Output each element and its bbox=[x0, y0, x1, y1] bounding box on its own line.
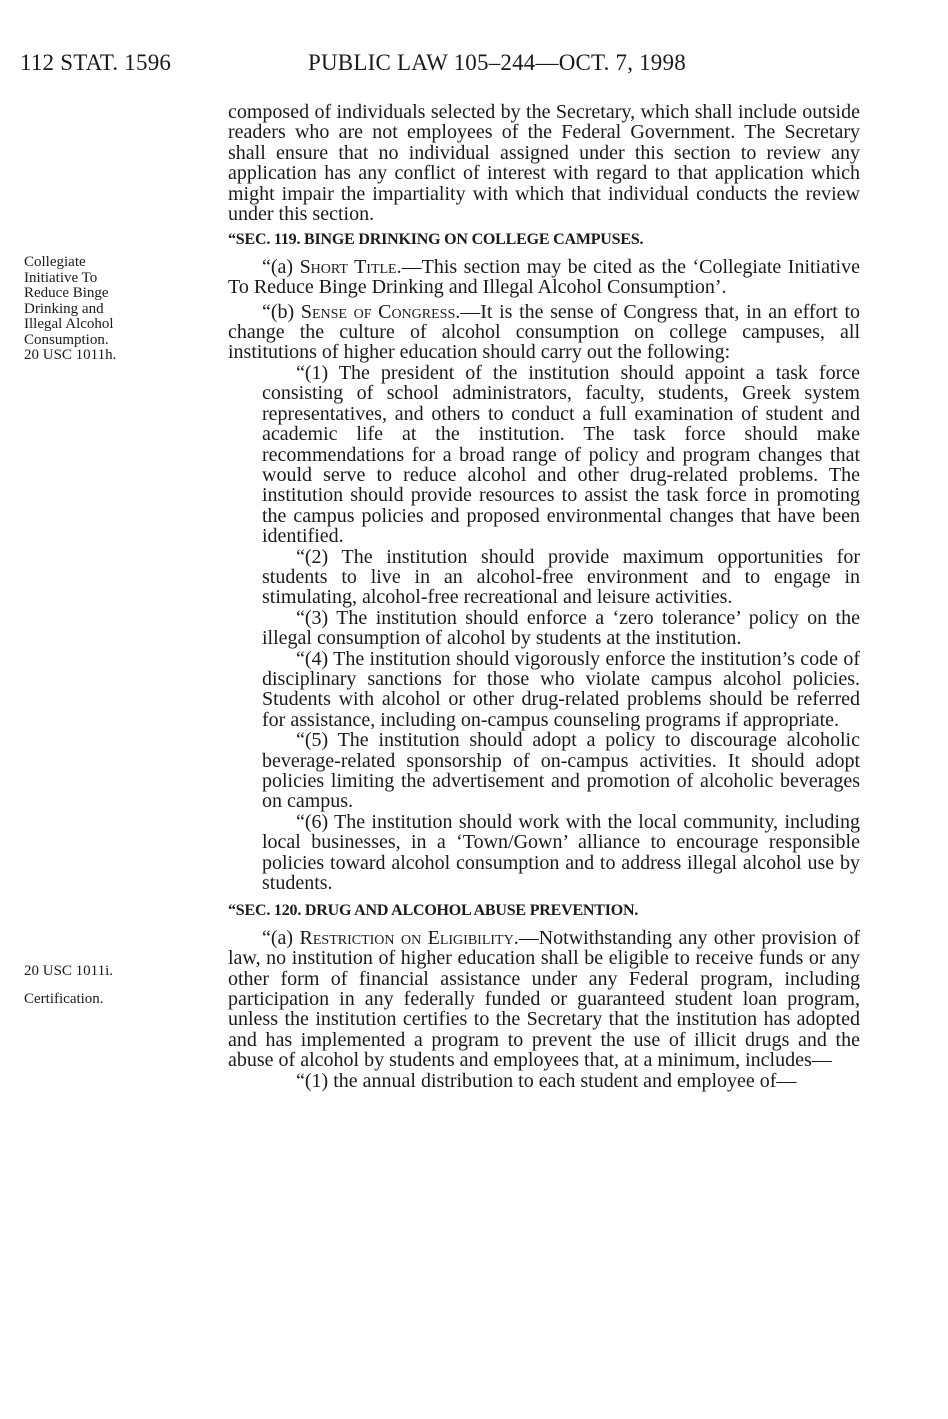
note-line: Collegiate bbox=[24, 254, 86, 270]
caption: Restriction on Eligibility bbox=[299, 926, 514, 949]
section-120-heading: “SEC. 120. DRUG AND ALCOHOL ABUSE PREVENTION. bbox=[228, 902, 639, 920]
item-4: “(4) The institution should vigorously enforce the institution’s code of disciplinary sanctions for those who violate campus alcohol policies. Students with alcohol or other drug-related problems should be referred for assistance, including on-campus counseling programs if appropriate. bbox=[262, 647, 860, 731]
para-open: “(a) bbox=[262, 926, 300, 949]
item-2: “(2) The institution should provide maximum opportunities for students to live in an alcohol-free environment and to engage in stimulating, alcohol-free recreational and leisure activities. bbox=[262, 545, 860, 609]
para-open: “(a) bbox=[262, 255, 300, 278]
caption: Sense of Congress bbox=[300, 300, 456, 323]
note-line: Consumption. bbox=[24, 331, 109, 348]
item-1: “(1) The president of the institution should appoint a task force consisting of school administrators, faculty, students, Greek system representatives, and others to conduct a full examination of student and academic life at the institution. The task force should make recommendations for a broad range of policy and program changes that would serve to reduce alcohol and other drug-related problems. The institution should provide resources to assist the task force in promoting the campus policies and proposed environmental changes that have been identified. bbox=[262, 361, 860, 548]
running-header: PUBLIC LAW 105–244—OCT. 7, 1998 bbox=[308, 50, 686, 75]
caption: Short Title bbox=[299, 255, 397, 278]
note-line: Illegal Alcohol bbox=[24, 316, 114, 332]
margin-note-certification: Certification. bbox=[24, 991, 104, 1007]
page-citation: 112 STAT. 1596 bbox=[20, 50, 172, 75]
main-text bbox=[228, 102, 860, 1091]
note-line: Initiative To bbox=[24, 269, 98, 286]
section-120-item-1: “(1) the annual distribution to each student and employee of— bbox=[296, 1069, 797, 1092]
para-text: .—Notwithstanding any other provision of law, no institution of higher education shall be eligible to receive funds or any other form of financial assistance under any Federal program, including participation in any federally funded or guaranteed student loan program, unless the institution certifies to the Secretary that the institution has adopted and has implemented a program to prevent the use of illicit drugs and the abuse of alcohol by students and employees that, at a minimum, includes— bbox=[228, 926, 860, 1072]
margin-note-sec119 bbox=[24, 255, 224, 364]
note-line: Drinking and bbox=[24, 300, 104, 317]
section-119-b bbox=[228, 302, 860, 363]
note-line: Reduce Binge bbox=[24, 285, 109, 301]
section-119-heading: “SEC. 119. BINGE DRINKING ON COLLEGE CAMPUSES. bbox=[228, 231, 644, 249]
para-open: “(b) bbox=[262, 300, 301, 323]
margin-note-sec120: 20 USC 1011i. bbox=[24, 963, 114, 979]
item-5: “(5) The institution should adopt a policy to discourage alcoholic beverage-related sponsorship of on-campus activities. It should adopt policies limiting the advertisement and promotion of alcoholic beverages on campus. bbox=[262, 729, 860, 813]
para-text: .—This section may be cited as the ‘Collegiate Initiative To Reduce Binge Drinking and Illegal Alcohol Consumption’. bbox=[228, 255, 860, 299]
section-119-a bbox=[228, 257, 860, 298]
item-6: “(6) The institution should work with the local community, including local businesses, in a ‘Town/Gown’ alliance to encourage responsible policies toward alcohol consumption and to address illegal alcohol use by students. bbox=[262, 810, 860, 895]
para-text: .—It is the sense of Congress that, in an effort to change the culture of alcohol consumption on college campuses, all institutions of higher education should carry out the following: bbox=[228, 300, 860, 364]
section-120-a bbox=[228, 928, 860, 1071]
note-line: 20 USC 1011h. bbox=[24, 347, 117, 363]
paragraph-continued: composed of individuals selected by the Secretary, which shall include outside readers who are not employees of the Federal Government. The Secretary shall ensure that no individual assigned under this section to review any application has any conflict of interest with regard to that application which might impair the impartiality with which that individual conducts the review under this section. bbox=[228, 101, 860, 226]
item-3: “(3) The institution should enforce a ‘zero tolerance’ policy on the illegal consumption of alcohol by students at the institution. bbox=[262, 606, 860, 650]
